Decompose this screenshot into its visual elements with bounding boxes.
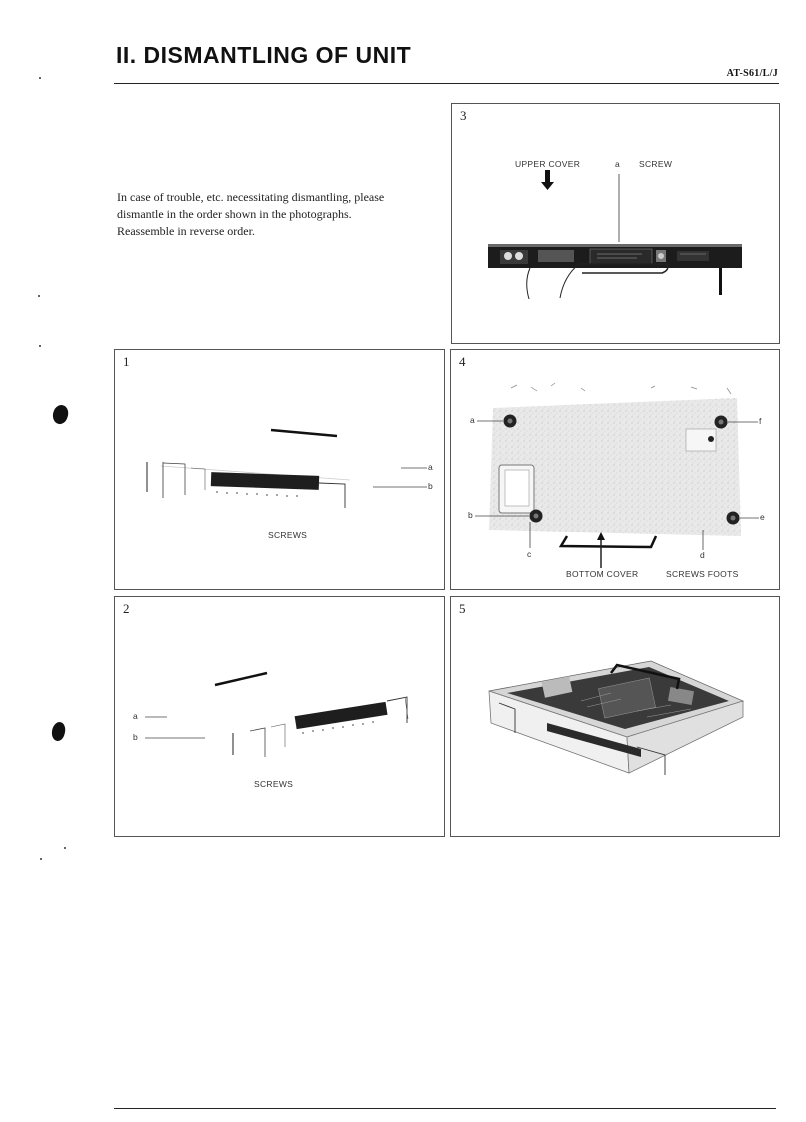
intro-line: dismantle in the order shown in the photographs.: [117, 207, 352, 221]
panel-number: 5: [459, 601, 466, 616]
intro-line: In case of trouble, etc. necessitating dismantling, please: [117, 190, 385, 204]
margin-speck: [39, 77, 41, 79]
label-d: d: [700, 550, 706, 560]
margin-speck: [39, 345, 41, 347]
header-rule: [114, 83, 779, 84]
rear-view-photo: [452, 104, 780, 344]
label-e: e: [760, 512, 766, 522]
intro-line: Reassemble in reverse order.: [117, 224, 255, 238]
margin-speck: [64, 847, 66, 849]
front-view-photo: [115, 350, 445, 590]
photo-panel-5: [450, 596, 780, 837]
margin-blot: [50, 721, 67, 743]
intro-text: [117, 189, 439, 240]
label-a: a: [615, 159, 621, 169]
side-view-photo: [115, 597, 445, 837]
panel-number: 2: [123, 601, 130, 616]
screws-foots-label: SCREWS FOOTS: [666, 569, 739, 579]
panel-number: 1: [123, 354, 130, 369]
photo-panel-2: [114, 596, 445, 837]
label-f: f: [759, 416, 762, 426]
upper-cover-label: UPPER COVER: [515, 159, 581, 169]
panel-number: 4: [459, 354, 466, 369]
photo-panel-3: [451, 103, 780, 344]
photo-panel-1: [114, 349, 445, 590]
label-a: a: [470, 415, 476, 425]
label-a: a: [133, 711, 139, 721]
panel-number: 3: [460, 108, 467, 123]
label-b: b: [468, 510, 474, 520]
label-b: b: [428, 481, 434, 491]
photo-panel-4: [450, 349, 780, 590]
label-b: b: [133, 732, 139, 742]
screws-caption: SCREWS: [268, 530, 308, 540]
bottom-view-photo: [451, 350, 780, 590]
label-c: c: [527, 549, 532, 559]
margin-blot: [50, 403, 71, 426]
open-unit-photo: [451, 597, 780, 837]
model-number: AT-S61/L/J: [726, 68, 778, 79]
screw-label: SCREW: [639, 159, 673, 169]
screws-caption: SCREWS: [254, 779, 294, 789]
footer-rule: [114, 1108, 776, 1109]
margin-speck: [40, 858, 42, 860]
margin-speck: [38, 295, 40, 297]
bottom-cover-label: BOTTOM COVER: [566, 569, 639, 579]
label-a: a: [428, 462, 434, 472]
page-title: II. DISMANTLING OF UNIT: [116, 42, 412, 68]
